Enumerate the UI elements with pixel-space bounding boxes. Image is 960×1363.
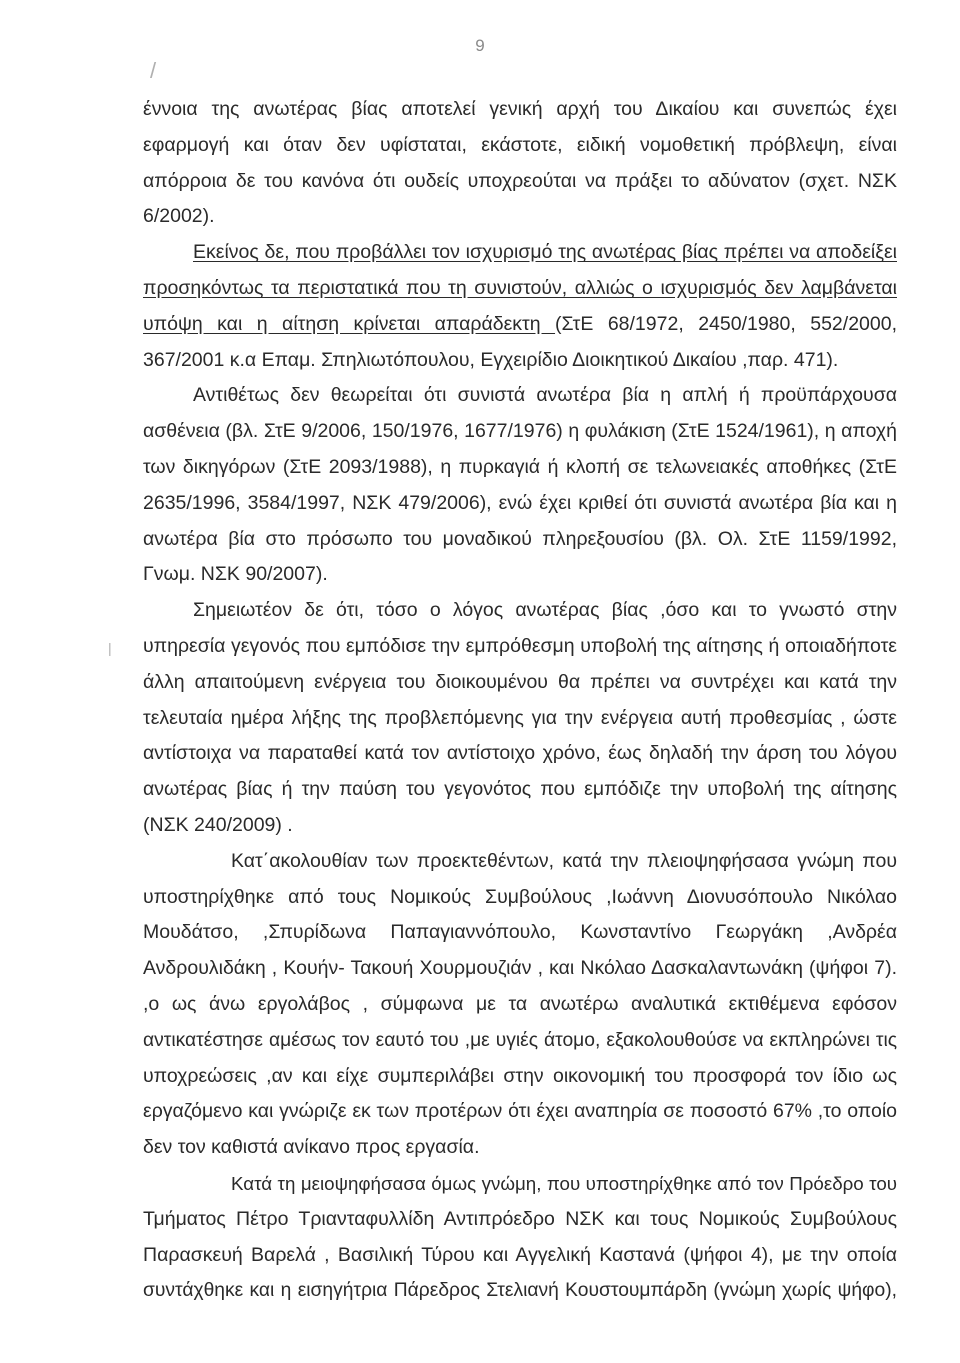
line-text: υποστηρίχθηκε από τους Νομικούς Συμβούλους ,Ιωάννη Διονυσόπουλο Νικόλαο [143,885,897,908]
text-line [143,1130,897,1166]
text-line [143,915,897,951]
line-text: Μουδάτσο, ,Σπυρίδωνα Παπαγιαννόπουλο, Κωνσταντίνο Γεωργάκη ,Ανδρέα [143,921,897,944]
line-text: Σημειωτέον δε ότι, τόσο ο λόγος ανωτέρας βίας ,όσο και το γνωστό στην [193,599,897,622]
text-line [143,486,897,522]
text-line [143,199,897,235]
line-text: υποχρεώσεις ,αν και είχε συμπεριλάβει στην οικονομική του προσφορά τον ίδιο ως [143,1064,897,1087]
line-text: έννοια της ανωτέρας βίας αποτελεί γενική αρχή του Δικαίου και συνεπώς έχει [143,98,897,120]
line-text: εφαρμογή και όταν δεν υφίσταται, εκάστοτε, ειδική νομοθετική πρόβλεψη, είναι [143,133,897,156]
text-line [143,665,897,701]
scan-mark: / [150,58,157,83]
scan-mark: | [108,640,112,656]
line-text: συντάχθηκε και η εισηγήτρια Πάρεδρος Στελιανή Κουστουμπάρδη (γνώμη χωρίς ψήφο), [143,1280,897,1302]
line-text: Εκείνος δε, που προβάλλει τον ισχυρισμό της ανωτέρας βίας πρέπει να αποδείξει [193,241,897,264]
line-text: (ΝΣΚ 240/2009) . [143,813,293,836]
line-text: υπηρεσία γεγονός που εμπόδισε την εμπρόθεσμη υποβολή της αίτησης ή οποιαδήποτε [143,634,897,657]
text-line [143,844,897,880]
text-line [143,772,897,808]
line-text: αντίστοιχα να παραταθεί κατά τον αντίστοιχο χρόνο, έως δηλαδή την άρση του λόγου [143,742,897,765]
line-text: Αντιθέτως δεν θεωρείται ότι συνιστά ανωτέρα βία η απλή ή προϋπάρχουσα [193,384,897,407]
text-line [143,343,897,379]
body-text [143,92,897,1309]
line-text: ,ο ως άνω εργολάβος , σύμφωνα με τα ανωτέρω αναλυτικά εκτιθέμενα εφόσον [143,992,897,1015]
line-text: άλλη απαιτούμενη ενέργεια του διοικουμένου θα πρέπει να συντρέχει και κατά την [143,670,897,693]
text-line [143,307,897,343]
line-text: 2635/1996, 3584/1997, ΝΣΚ 479/2006), ενώ έχει κριθεί ότι συνιστά ανωτέρα βία και η [143,491,897,514]
text-line [143,522,897,558]
text-line [143,1273,897,1309]
text-line [143,701,897,737]
text-line [143,1023,897,1059]
line-text: εργαζόμενο και γνώριζε εκ των προτέρων ότι έχει αναπηρία σε ποσοστό 67% ,το οποίο [143,1100,897,1123]
line-text: Κατ΄ακολουθίαν των προεκτεθέντων, κατά την πλειοψηφήσασα γνώμη που [231,849,897,872]
text-line [143,629,897,665]
text-line [143,128,897,164]
line-text: Ανδρουλιδάκη , Κουήν- Τακουή Χουρμουζιάν , και Νκόλαο Δασκαλαντωνάκη (ψήφοι 7). [143,957,897,980]
text-line [143,414,897,450]
text-line [143,808,897,844]
text-line [143,1094,897,1130]
text-line [143,1059,897,1095]
text-line [143,987,897,1023]
line-text: (ΣτΕ 68/1972, 2450/1980, 552/2000, [555,312,897,335]
text-line [143,164,897,200]
line-text: Κατά τη μειοψηφήσασα όμως γνώμη, που υποστηρίχθηκε από τον Πρόεδρο του [231,1172,897,1194]
text-line [143,1202,897,1238]
line-text: αντικατέστησε αμέσως τον εαυτό του ,με υγιές άτομο, εξακολουθούσε να εκπληρώνει τις [143,1029,897,1051]
text-line [143,593,897,629]
text-line [143,271,897,307]
line-text: ασθένεια (βλ. ΣτΕ 9/2006, 150/1976, 1677/1976) η φυλάκιση (ΣτΕ 1524/1961), η αποχή [143,420,897,443]
line-text: προσηκόντως τα περιστατικά που τη συνιστούν, αλλιώς ο ισχυρισμός δεν λαμβάνεται [143,276,897,299]
text-line [143,880,897,916]
line-text: απόρροια δε του κανόνα ότι ουδείς υποχρεούται να πράξει το αδύνατον (σχετ. ΝΣΚ [143,169,897,192]
line-text: Γνωμ. ΝΣΚ 90/2007). [143,563,328,586]
line-text: Τμήματος Πέτρο Τριανταφυλλίδη Αντιπρόεδρο ΝΣΚ και τους Νομικούς Συμβούλους [143,1207,897,1230]
text-line [143,1238,897,1274]
text-line [143,1166,897,1202]
text-line [143,736,897,772]
line-text: των δικηγόρων (ΣτΕ 2093/1988), η πυρκαγιά ή κλοπή σε τελωνειακές αποθήκες (ΣτΕ [143,455,897,478]
line-text: τελευταία ημέρα λήξης της προβλεπόμενης για την ενέργεια αυτή προθεσμίας , ώστε [143,706,897,729]
text-line [143,450,897,486]
text-line [143,92,897,128]
page-number: 9 [475,36,485,55]
line-text: 367/2001 κ.α Επαμ. Σπηλιωτόπουλου, Εγχειρίδιο Διοικητικού Δικαίου ,παρ. 471). [143,348,839,371]
line-text: ανωτέρα βία στο πρόσωπο του μοναδικού πληρεξουσίου (βλ. Ολ. ΣτΕ 1159/1992, [143,527,897,550]
underlined-text: υπόψη και η αίτηση κρίνεται απαράδεκτη [143,312,556,335]
text-line [143,951,897,987]
line-text: 6/2002). [143,205,215,228]
line-text: ανωτέρας βίας ή την παύση του γεγονότος που εμπόδιζε την υποβολή της αίτησης [143,778,897,801]
text-line [143,235,897,271]
line-text: δεν τον καθιστά ανίκανο προς εργασία. [143,1136,480,1159]
text-line [143,378,897,414]
text-line [143,557,897,593]
line-text: Παρασκευή Βαρελά , Βασιλική Τύρου και Αγγελική Καστανά (ψήφοι 4), με την οποία [143,1243,897,1266]
